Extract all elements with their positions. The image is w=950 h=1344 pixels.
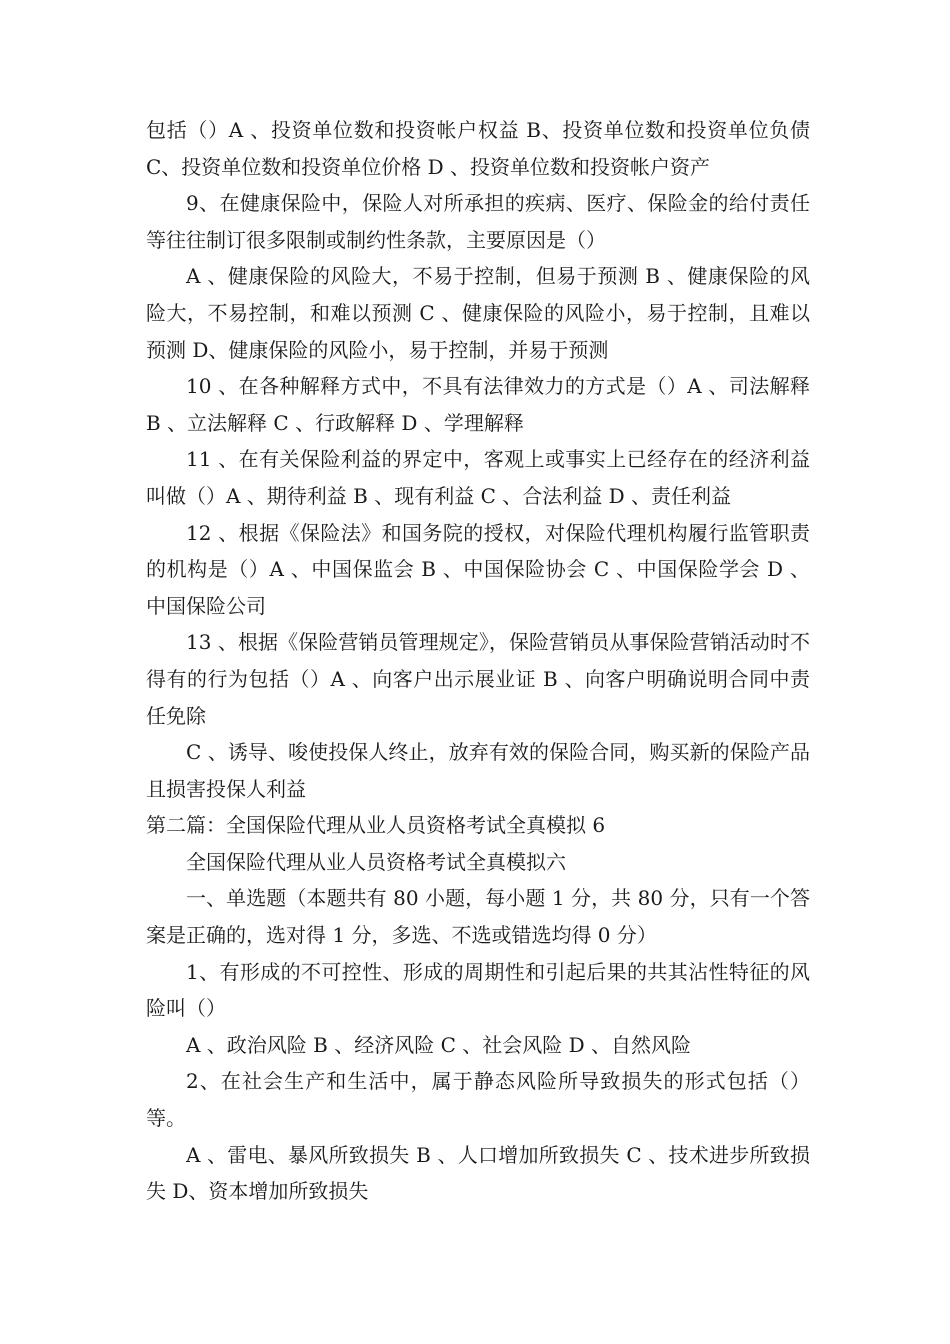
section-instructions: 一、单选题（本题共有 80 小题，每小题 1 分，共 80 分，只有一个答案是正确的，选对得 1 分，多选、不选或错选均得 0 分） [146,886,810,948]
paragraph-question-9: 9、在健康保险中，保险人对所承担的疾病、医疗、保险金的给付责任等往往制订很多限制或制约性条款，主要原因是（） [146,191,810,252]
paragraph-question-1: 1、有形成的不可控性、形成的周期性和引起后果的共其沾性特征的风险叫（） [146,959,810,1021]
paragraph-question-2-options: A 、雷电、暴风所致损失 B 、人口增加所致损失 C 、技术进步所致损失 D、资本增加所致损失 [146,1142,810,1204]
document-title: 全国保险代理从业人员资格考试全真模拟六 [186,849,566,874]
paragraph-question-13-option-c: C 、诱导、唆使投保人终止，放弃有效的保险合同，购买新的保险产品且损害投保人利益 [146,740,810,801]
paragraph-question-10: 10 、在各种解释方式中，不具有法律效力的方式是（）A 、司法解释 B 、立法解释 C 、行政解释 D 、学理解释 [146,374,810,435]
paragraph-question-11: 11 、在有关保险利益的界定中，客观上或事实上已经存在的经济利益叫做（）A 、期待利益 B 、现有利益 C 、合法利益 D 、责任利益 [146,447,810,508]
paragraph-question-2: 2、在社会生产和生活中，属于静态风险所导致损失的形式包括（）等。 [146,1069,810,1131]
paragraph-question-12: 12 、根据《保险法》和国务院的授权，对保险代理机构履行监管职责的机构是（）A 、中国保监会 B 、中国保险协会 C 、中国保险学会 D 、中国保险公司 [146,520,810,618]
section-heading: 第二篇：全国保险代理从业人员资格考试全真模拟 6 [146,813,606,838]
paragraph-question-9-options: A 、健康保险的风险大，不易于控制，但易于预测 B 、健康保险的风险大，不易控制，和难以预测 C 、健康保险的风险小，易于控制，且难以预测 D、健康保险的风险小，易于控制，并易于预测 [146,264,810,362]
paragraph-question-1-options: A 、政治风险 B 、经济风险 C 、社会风险 D 、自然风险 [186,1032,691,1057]
paragraph-continued-q8-options: 包括（）A 、投资单位数和投资帐户权益 B、投资单位数和投资单位负债 C、投资单位数和投资单位价格 D 、投资单位数和投资帐户资产 [146,118,810,179]
paragraph-question-13: 13 、根据《保险营销员管理规定》，保险营销员从事保险营销活动时不得有的行为包括（）A 、向客户出示展业证 B 、向客户明确说明合同中责任免除 [146,630,810,728]
document-body [146,112,810,1210]
